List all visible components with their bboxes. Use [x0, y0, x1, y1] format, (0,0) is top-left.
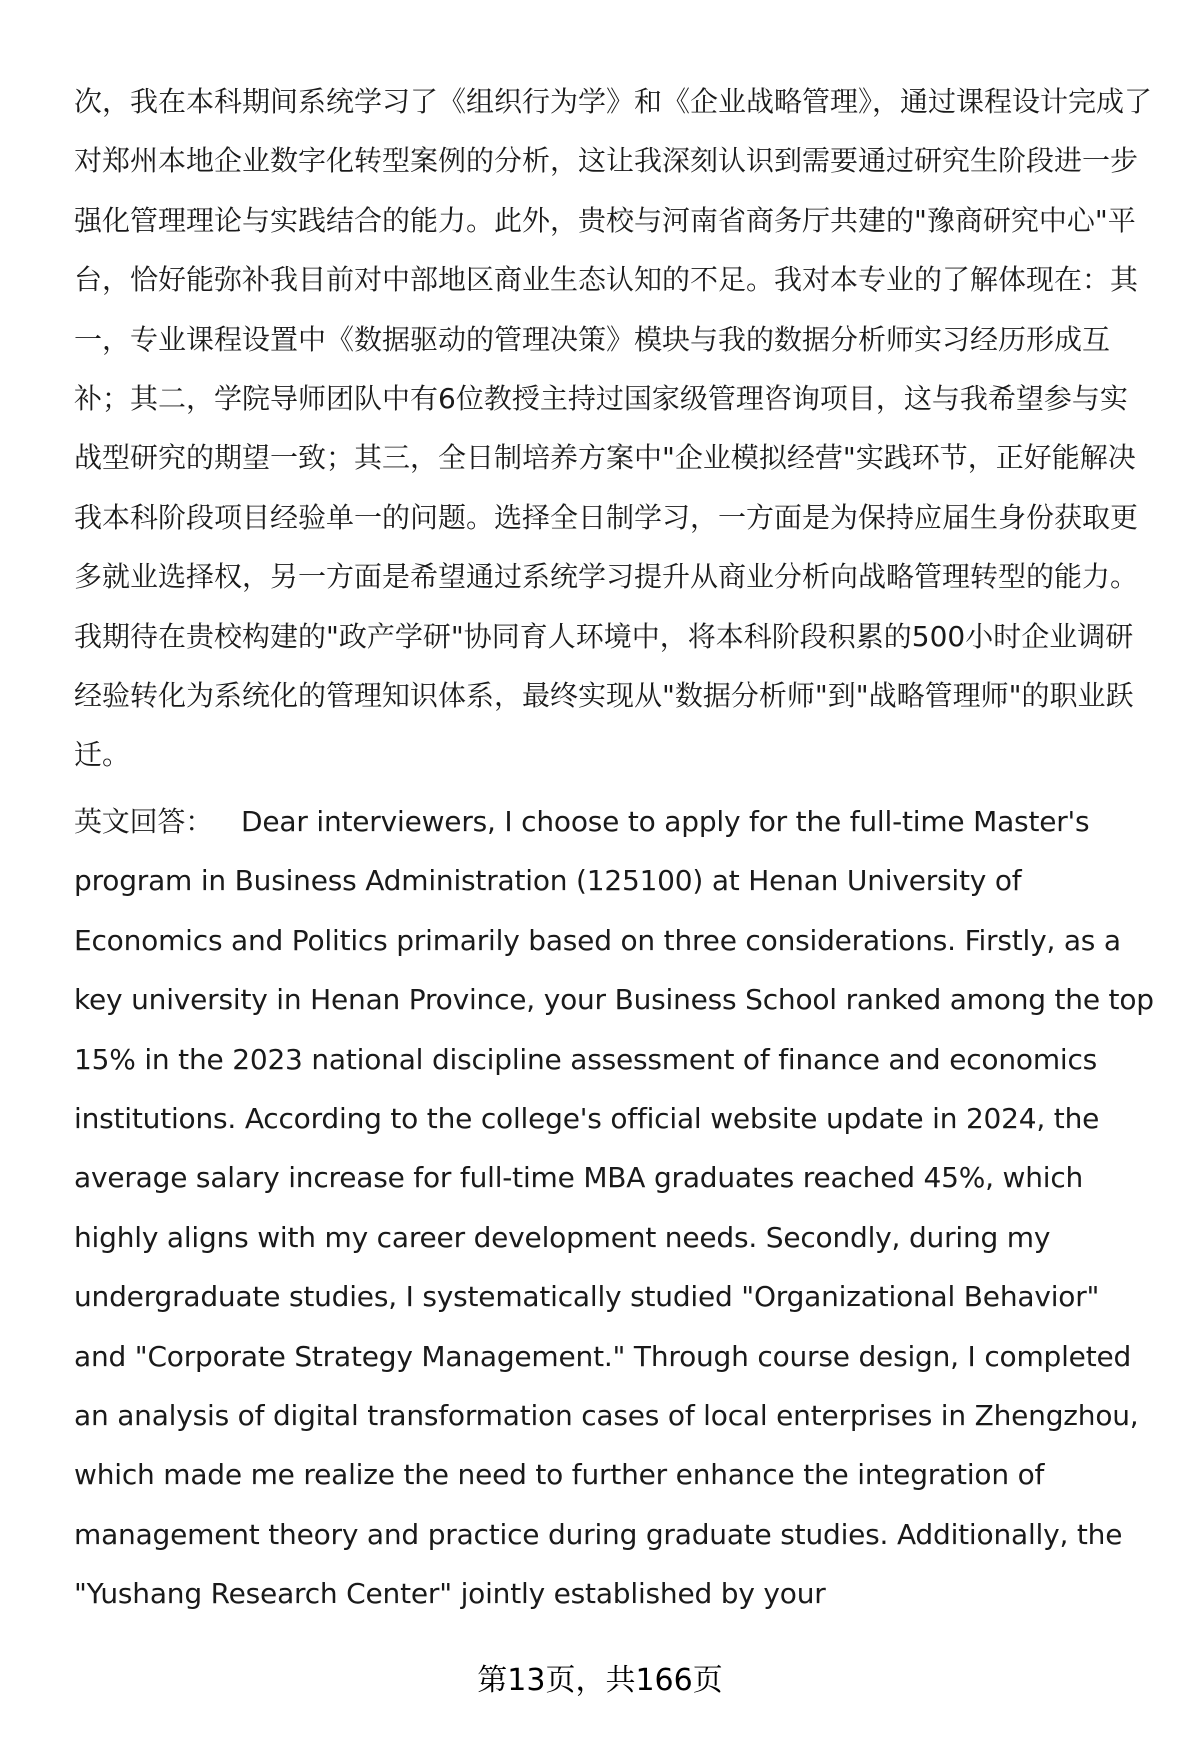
english-answer-label: 英文回答：: [74, 804, 214, 838]
page-content: [74, 72, 1154, 1624]
page-number: 第13页，共166页: [477, 1663, 723, 1698]
chinese-answer-paragraph: 次，我在本科期间系统学习了《组织行为学》和《企业战略管理》，通过课程设计完成了对郑州本地企业数字化转型案例的分析，这让我深刻认识到需要通过研究生阶段进一步强化管理理论与实践结合的能力。此外，贵校与河南省商务厅共建的"豫商研究中心"平台，恰好能弥补我目前对中部地区商业生态认知的不足。我对本专业的了解体现在：其一，专业课程设置中《数据驱动的管理决策》模块与我的数据分析师实习经历形成互补；其二，学院导师团队中有6位教授主持过国家级管理咨询项目，这与我希望参与实战型研究的期望一致；其三，全日制培养方案中"企业模拟经营"实践环节，正好能解决我本科阶段项目经验单一的问题。选择全日制学习，一方面是为保持应届生身份获取更多就业选择权，另一方面是希望通过系统学习提升从商业分析向战略管理转型的能力。我期待在贵校构建的"政产学研"协同育人环境中，将本科阶段积累的500小时企业调研经验转化为系统化的管理知识体系，最终实现从"数据分析师"到"战略管理师"的职业跃迁。: [74, 85, 1153, 772]
paragraph-spacer: [74, 785, 1154, 792]
english-answer-text: Dear interviewers, I choose to apply for the full-time Master's program in Business Administration (125100) at Henan University of Economics and Politics primarily based on three considerations. Firstly, as a key university in Henan Province, your Business School ranked among the top 15% in the 2023 national discipline assessment of finance and economics institutions. According to the college's official website update in 2024, the average salary increase for full-time MBA graduates reached 45%, which highly aligns with my career development needs. Secondly, during my undergraduate studies, I systematically studied "Organizational Behavior" and "Corporate Strategy Management." Through course design, I completed an analysis of digital transformation cases of local enterprises in Zhengzhou, which made me realize the need to further enhance the integration of management theory and practice during graduate studies. Additionally, the "Yushang Research Center" jointly established by your: [74, 804, 1154, 1611]
english-answer-paragraph: [74, 792, 1154, 1624]
